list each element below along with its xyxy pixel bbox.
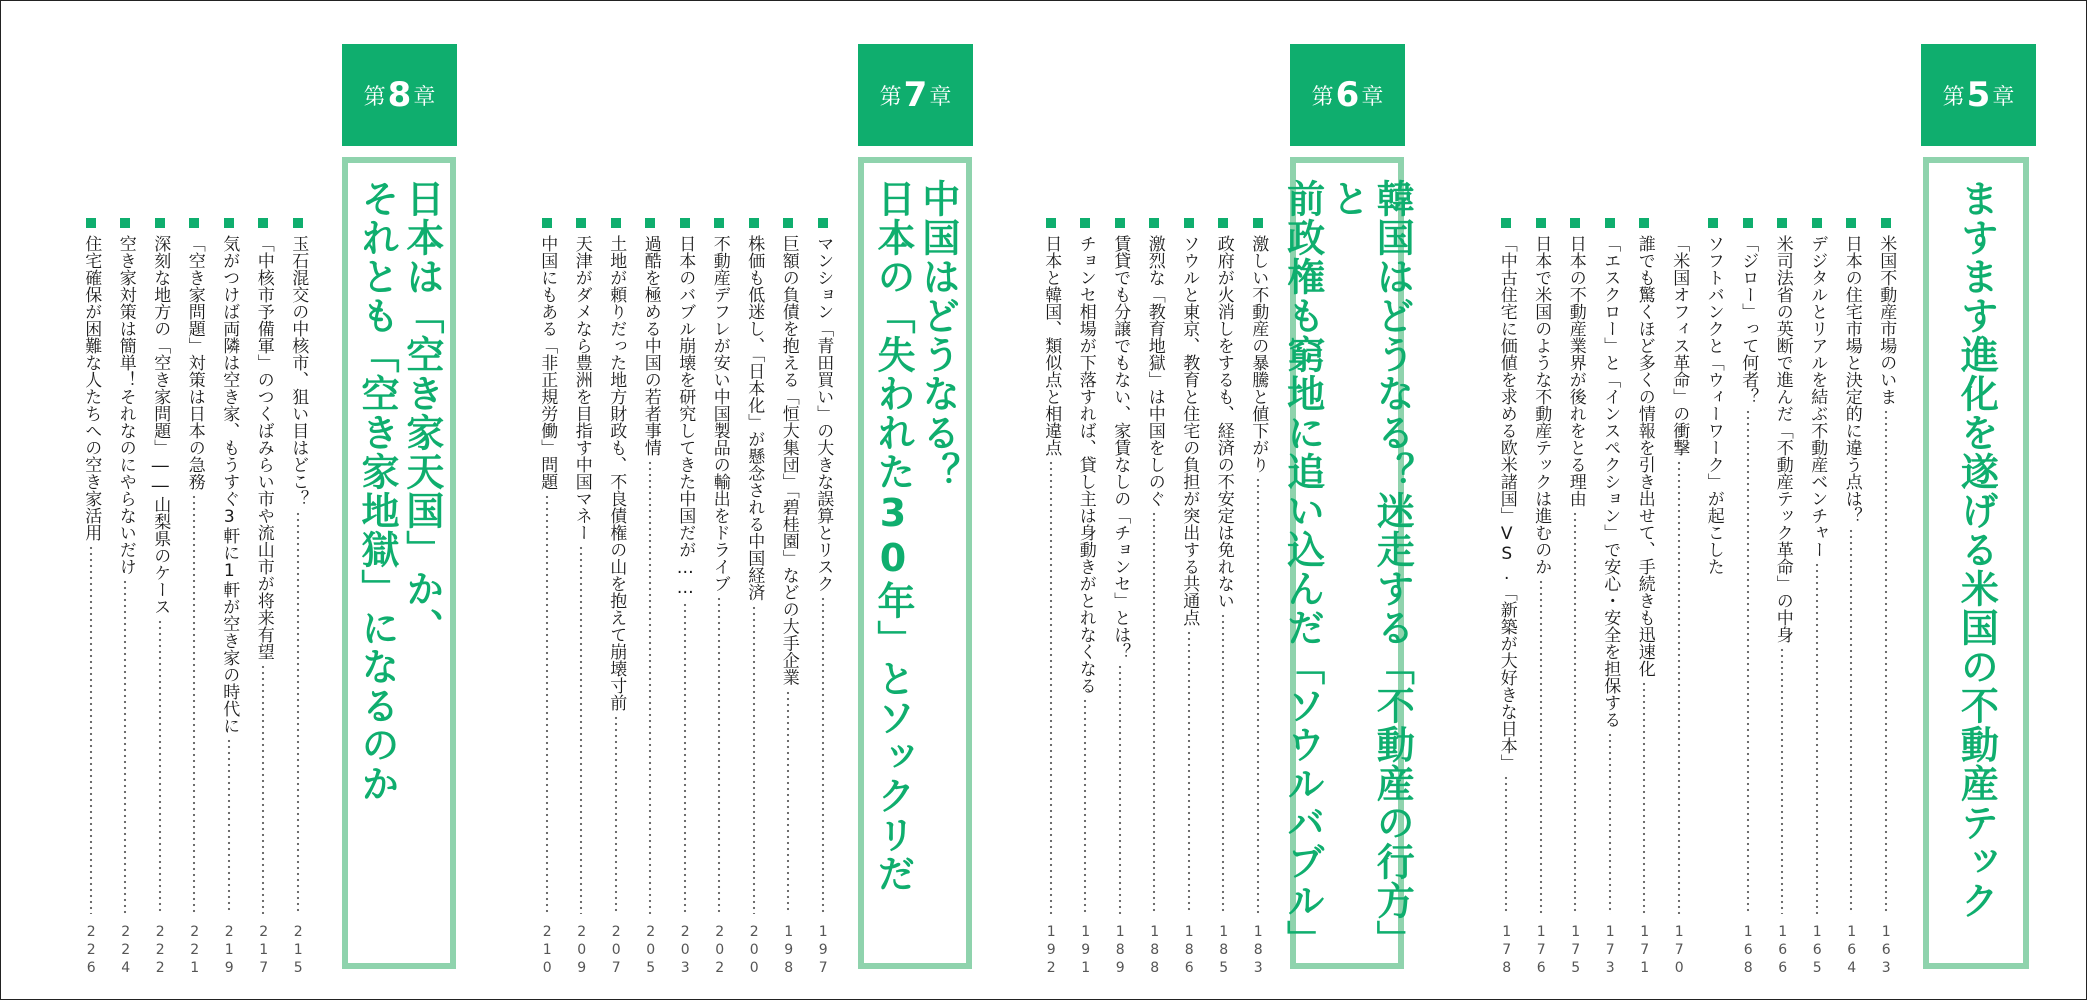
entry-title: マンション「青田買い」の大きな誤算とリスク [813, 235, 834, 592]
entry-bullet-icon [611, 218, 621, 228]
page-number: 226 [83, 924, 100, 978]
page-number: 217 [255, 924, 272, 978]
entry-bullet-icon [120, 218, 130, 228]
leader-dots [1848, 528, 1854, 914]
chapter-title: 中国はどうなる？ 日本の「失われた30年」とソックリだ [871, 179, 960, 893]
entry-title: 気がつけば両隣は空き家、もうすぐ3軒に1軒が空き家の時代に [219, 235, 240, 734]
leader-dots [157, 619, 163, 914]
page-number: 175 [1567, 924, 1584, 978]
toc-entry [1137, 218, 1172, 978]
toc-entry [1593, 218, 1628, 978]
toc-entry [633, 218, 668, 978]
entry-title: 空き家対策は簡単！それなのにやらないだけ [115, 235, 136, 575]
toc-entry [108, 218, 143, 978]
entry-title: 土地が頼りだった地方財政も、不良債権の山を抱えて崩壊寸前 [606, 235, 627, 711]
toc-entry [737, 218, 772, 978]
toc-entry [1524, 218, 1559, 978]
entry-title: 天津がダメなら豊洲を目指す中国マネー [571, 235, 592, 541]
toc-entry [281, 218, 316, 978]
entry-bullet-icon [1253, 218, 1263, 228]
leader-dots [1641, 681, 1647, 914]
page-number: 186 [1181, 924, 1198, 978]
entry-title: 玉石混交の中核市、狙い目はどこ？ [288, 235, 309, 507]
leader-dots [682, 602, 688, 914]
page-number: 197 [815, 924, 832, 978]
entry-title: 「エスクロー」と「インスペクション」で安心・安全を担保する [1600, 235, 1621, 728]
entry-title: チョンセ相場が下落すれば、貸し主は身動きがとれなくなる [1075, 235, 1096, 694]
entry-bullet-icon [1501, 218, 1511, 228]
entry-title: 「空き家問題」対策は日本の急務 [184, 235, 205, 490]
leader-dots [613, 715, 619, 914]
entry-bullet-icon [542, 218, 552, 228]
chapter-title-box [1280, 157, 1415, 969]
leader-dots [1676, 460, 1682, 914]
toc-entry [1068, 218, 1103, 978]
page-number: 164 [1843, 924, 1860, 978]
entry-bullet-icon [293, 218, 303, 228]
toc-entry [212, 218, 247, 978]
page-number: 203 [677, 924, 694, 978]
toc-entry [1241, 218, 1276, 978]
page-number: 205 [642, 924, 659, 978]
toc-entry [74, 218, 109, 978]
entry-bullet-icon [189, 218, 199, 228]
toc-entry [1869, 218, 1904, 978]
entry-title: 「中核市予備軍」のつくばみらい市や流山市が将来有望 [253, 235, 274, 660]
toc-entry [1558, 218, 1593, 978]
toc-entry [806, 218, 841, 978]
leader-dots [578, 545, 584, 914]
page-number: 165 [1809, 924, 1826, 978]
leader-dots [1538, 579, 1544, 914]
toc-entries [1493, 218, 1903, 978]
page-number: 188 [1146, 924, 1163, 978]
page-number: 207 [608, 924, 625, 978]
entry-title: 巨額の負債を抱える「恒大集団」「碧桂園」などの大手企業 [778, 235, 799, 686]
entry-title: 日本と韓国、類似点と相違点 [1041, 235, 1062, 456]
toc-entry [1731, 218, 1766, 978]
chapter-8 [70, 0, 470, 1002]
chapter-title-box [1923, 157, 2029, 969]
page-number: 183 [1250, 924, 1267, 978]
entry-title: 誰でも驚くほど多くの情報を引き出せて、手続きも迅速化 [1634, 235, 1655, 677]
entry-bullet-icon [714, 218, 724, 228]
chapter-7 [520, 0, 980, 1002]
entry-bullet-icon [155, 218, 165, 228]
page-number: 166 [1774, 924, 1791, 978]
entry-bullet-icon [576, 218, 586, 228]
chapter-title: 日本は「空き家天国」か、 それとも「空き家地獄」になるのか [355, 179, 444, 803]
entry-title: 日本の住宅市場と決定的に違う点は？ [1841, 235, 1862, 524]
toc-entry [1800, 218, 1835, 978]
leader-dots [785, 690, 791, 915]
leader-dots [1503, 775, 1509, 914]
entry-bullet-icon [1777, 218, 1787, 228]
entry-title: 米国不動産市場のいま [1876, 235, 1897, 405]
entry-title: 日本で米国のような不動産テックは進むのか [1531, 235, 1552, 575]
entry-title: 深刻な地方の「空き家問題」――山梨県のケース [150, 235, 171, 615]
toc-entry [1172, 218, 1207, 978]
page-number: 200 [746, 924, 763, 978]
leader-dots [1255, 477, 1261, 914]
entry-bullet-icon [1570, 218, 1580, 228]
toc-entry [246, 218, 281, 978]
entry-title: デジタルとリアルを結ぶ不動産ベンチャー [1807, 235, 1828, 558]
leader-dots [1572, 511, 1578, 914]
entry-title: 不動産デフレが安い中国製品の輸出をドライブ [709, 235, 730, 592]
leader-dots [544, 494, 550, 914]
leader-dots [191, 494, 197, 914]
chapter-6 [1020, 0, 1460, 1002]
entry-bullet-icon [1812, 218, 1822, 228]
toc-entry [1662, 218, 1731, 978]
toc-entry [1034, 218, 1069, 978]
entry-title: 住宅確保が困難な人たちへの空き家活用 [81, 235, 102, 541]
entry-bullet-icon [749, 218, 759, 228]
leader-dots [295, 511, 301, 914]
entry-title: 政府が火消しをするも、経済の不安定は免れない [1213, 235, 1234, 609]
chapter-tab: 第 5 章 [1921, 44, 2036, 146]
leader-dots [1220, 613, 1226, 914]
page-number: 178 [1498, 924, 1515, 978]
toc-entry [599, 218, 634, 978]
leader-dots [647, 460, 653, 914]
page-number: 170 [1671, 924, 1688, 978]
entry-bullet-icon [1743, 218, 1753, 228]
entry-title: 中国にもある「非正規労働」問題 [537, 235, 558, 490]
entry-title: ソウルと東京、教育と住宅の負担が突出する共通点 [1179, 235, 1200, 626]
leader-dots [716, 596, 722, 914]
toc-entry [564, 218, 599, 978]
entry-bullet-icon [1149, 218, 1159, 228]
page-number: 176 [1533, 924, 1550, 978]
entry-bullet-icon [1536, 218, 1546, 228]
leader-dots [1745, 409, 1751, 914]
page-number: 209 [573, 924, 590, 978]
leader-dots [1082, 698, 1088, 914]
entry-bullet-icon [783, 218, 793, 228]
leader-dots [260, 664, 266, 914]
entry-bullet-icon [1881, 218, 1891, 228]
leader-dots [1117, 664, 1123, 914]
toc-entries [520, 218, 840, 978]
entry-bullet-icon [1184, 218, 1194, 228]
toc-entry [1103, 218, 1138, 978]
toc-entry [668, 218, 703, 978]
page-number: 202 [711, 924, 728, 978]
entry-title: 「中古住宅に価値を求める欧米諸国」VS.「新築が大好きな日本」 [1496, 235, 1517, 771]
toc-entry [1489, 218, 1524, 978]
toc-entries [70, 218, 315, 978]
page-number: 219 [221, 924, 238, 978]
leader-dots [122, 579, 128, 914]
entry-title: 激しい不動産の暴騰と値下がり [1248, 235, 1269, 473]
entry-title: 日本の不動産業界が後れをとる理由 [1565, 235, 1586, 507]
leader-dots [1186, 630, 1192, 914]
toc-entry [143, 218, 178, 978]
toc-entry [1627, 218, 1662, 978]
page-number: 222 [152, 924, 169, 978]
entry-bullet-icon [1080, 218, 1090, 228]
chapter-tab: 第 8 章 [342, 44, 457, 146]
entry-bullet-icon [1708, 218, 1718, 228]
leader-dots [226, 738, 232, 914]
entry-title: 日本のバブル崩壊を研究してきた中国だが…… [675, 235, 696, 598]
page-number: 189 [1112, 924, 1129, 978]
page-number: 168 [1740, 924, 1757, 978]
page-number: 221 [186, 924, 203, 978]
entry-title: 賃貸でも分譲でもない、家賃なしの「チョンセ」とは？ [1110, 235, 1131, 660]
entry-title: 「米国オフィス革命」の衝撃 [1669, 235, 1690, 456]
page-number: 210 [539, 924, 556, 978]
chapter-title-box [858, 157, 972, 969]
leader-dots [1151, 511, 1157, 914]
entry-bullet-icon [224, 218, 234, 228]
leader-dots [1607, 732, 1613, 914]
page-number: 173 [1602, 924, 1619, 978]
entry-bullet-icon [1605, 218, 1615, 228]
toc-entry [177, 218, 212, 978]
leader-dots [1048, 460, 1054, 914]
chapter-tab: 第 6 章 [1290, 44, 1405, 146]
toc-entry [530, 218, 565, 978]
entry-bullet-icon [645, 218, 655, 228]
entry-bullet-icon [1115, 218, 1125, 228]
page-number: 185 [1215, 924, 1232, 978]
entry-bullet-icon [86, 218, 96, 228]
entry-title: 激烈な「教育地獄」は中国をしのぐ [1144, 235, 1165, 507]
chapter-title-box [342, 157, 456, 969]
entry-title: 米司法省の英断で進んだ「不動産テック革命」の中身 [1772, 235, 1793, 643]
entry-title: 「ジロー」って何者？ [1738, 235, 1759, 405]
chapter-title: ますます進化を遂げる米国の不動産テック [1954, 179, 1999, 920]
entry-bullet-icon [258, 218, 268, 228]
leader-dots [751, 605, 757, 915]
chapter-tab: 第 7 章 [858, 44, 973, 146]
page-number: 215 [290, 924, 307, 978]
entry-bullet-icon [818, 218, 828, 228]
leader-dots [1883, 409, 1889, 914]
leader-dots [1814, 562, 1820, 914]
page-number: 191 [1077, 924, 1094, 978]
leader-dots [820, 596, 826, 914]
toc-entry [702, 218, 737, 978]
entry-title: ソフトバンクと「ウィーワーク」が起こした [1703, 235, 1724, 575]
chapter-5 [1493, 0, 2053, 1002]
toc-entry [1765, 218, 1800, 978]
page-number: 192 [1043, 924, 1060, 978]
page-number: 163 [1878, 924, 1895, 978]
page-number: 171 [1636, 924, 1653, 978]
toc-entry [1834, 218, 1869, 978]
entry-title: 過酷を極める中国の若者事情 [640, 235, 661, 456]
toc-entry [771, 218, 806, 978]
page-number: 198 [780, 924, 797, 978]
entry-bullet-icon [1846, 218, 1856, 228]
entry-bullet-icon [680, 218, 690, 228]
entry-bullet-icon [1639, 218, 1649, 228]
entry-bullet-icon [1046, 218, 1056, 228]
entry-title: 株価も低迷し、「日本化」が懸念される中国経済 [744, 235, 765, 601]
page-number: 224 [117, 924, 134, 978]
entry-bullet-icon [1218, 218, 1228, 228]
toc-entries [1020, 218, 1275, 978]
leader-dots [88, 545, 94, 914]
toc-entry [1206, 218, 1241, 978]
chapter-title: 韓国はどうなる？迷走する「不動産の行方」と 前政権も窮地に追い込んだ「ソウルバブル」 [1280, 179, 1415, 959]
leader-dots [1779, 647, 1785, 914]
